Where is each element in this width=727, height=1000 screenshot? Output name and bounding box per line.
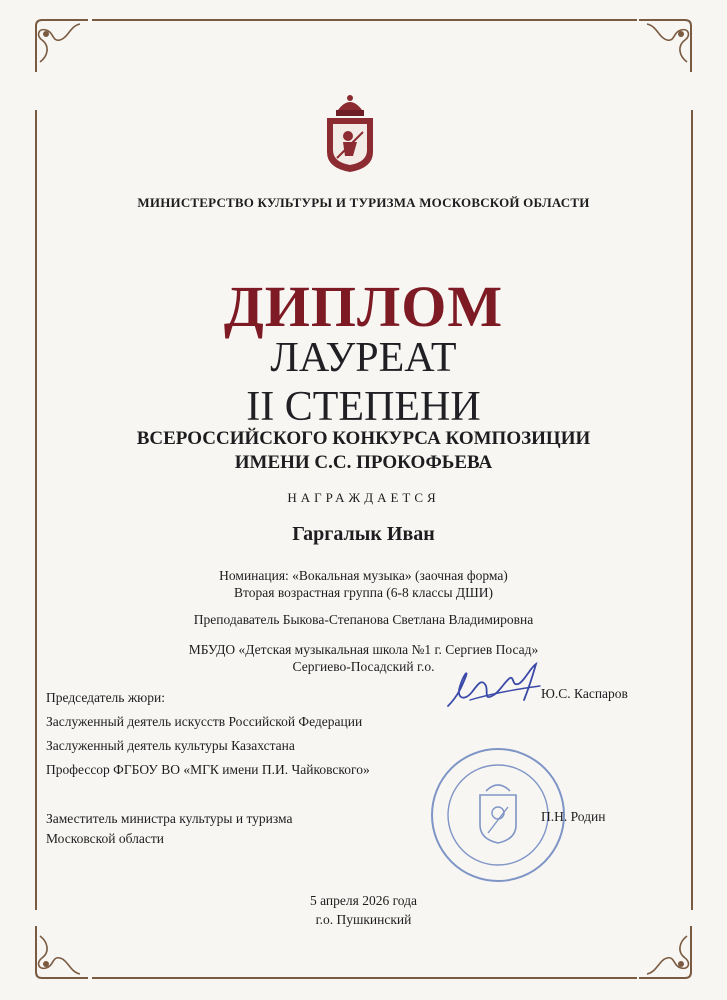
frame-bottom-line [92,977,637,979]
footer-block [0,891,727,929]
corner-ornament-bottom-right-icon [639,926,699,986]
corner-ornament-top-right-icon [639,12,699,72]
deputy-block [46,809,293,849]
jury-line-1: Заслуженный деятель искусств Российской Федерации [46,714,363,729]
frame-right-line [691,110,693,910]
school-text: МБУДО «Детская музыкальная школа №1 г. Сергиев Посад» [188,642,539,657]
nomination-text: Номинация: «Вокальная музыка» (заочная форма) [219,568,508,583]
nomination-block [0,567,727,601]
jury-block [46,686,370,782]
jury-title: Председатель жюри: [46,690,165,705]
recipient-name: Гаргалык Иван [292,523,435,545]
corner-ornament-bottom-left-icon [28,926,88,986]
deputy-signer: П.Н. Родин [541,809,606,824]
corner-ornament-top-left-icon [28,12,88,72]
diploma-title: ДИПЛОМ [223,274,504,339]
footer-date: 5 апреля 2026 года [309,893,418,908]
contest-title-line1: ВСЕРОССИЙСКОГО КОНКУРСА КОМПОЗИЦИИ [136,428,591,449]
age-group-text: Вторая возрастная группа (6-8 классы ДШИ) [234,585,493,600]
ministry-header: МИНИСТЕРСТВО КУЛЬТУРЫ И ТУРИЗМА МОСКОВСКОЙ ОБЛАСТИ [137,195,590,210]
contest-title-line2: ИМЕНИ С.С. ПРОКОФЬЕВА [234,452,493,473]
deputy-line-1: Заместитель министра культуры и туризма [46,811,293,826]
teacher-text: Преподаватель Быкова-Степанова Светлана Владимировна [193,612,534,627]
contest-title [0,427,727,475]
moscow-oblast-coat-of-arms-icon [323,92,377,174]
laureate-title: ЛАУРЕАТ [270,335,457,381]
school-block [0,641,727,675]
jury-line-3: Профессор ФГБОУ ВО «МГК имени П.И. Чайковского» [46,762,370,777]
frame-left-line [35,110,37,910]
awarded-label: НАГРАЖДАЕТСЯ [287,490,440,505]
jury-line-2: Заслуженный деятель культуры Казахстана [46,738,295,753]
footer-place: г.о. Пушкинский [315,912,412,927]
chairman-signer: Ю.С. Каспаров [541,686,628,701]
frame-top-line [92,19,637,21]
district-text: Сергиево-Посадский г.о. [292,659,435,674]
deputy-line-2: Московской области [46,831,165,846]
degree-title: II СТЕПЕНИ [246,384,481,430]
